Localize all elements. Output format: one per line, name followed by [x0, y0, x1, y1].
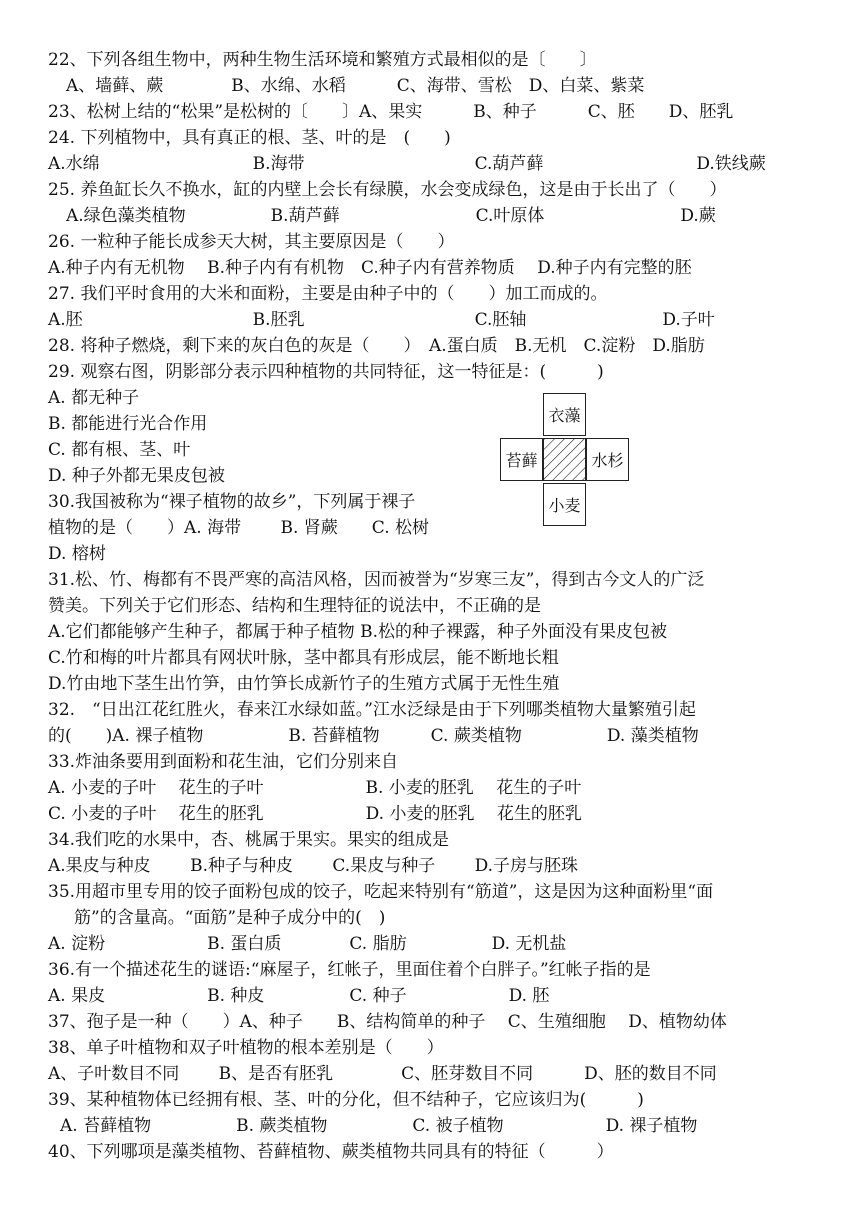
text-line: A.它们都能够产生种子，都属于种子植物 B.松的种子裸露，种子外面没有果皮包被 [48, 622, 667, 642]
text-line: 30.我国被称为“裸子植物的故乡”，下列属于裸子 [48, 492, 416, 512]
text-line: 的( )A. 裸子植物 B. 苔藓植物 C. 蕨类植物 D. 藻类植物 [48, 726, 699, 746]
text-line: 29. 观察右图，阴影部分表示四种植物的共同特征，这一特征是：( ) [48, 362, 604, 382]
text-line: 22、下列各组生物中，两种生物生活环境和繁殖方式最相似的是〔 〕 [48, 50, 597, 70]
text-line: C. 小麦的子叶 花生的胚乳 D. 小麦的胚乳 花生的胚乳 [48, 804, 582, 824]
figure-cell-left: 苔藓 [500, 438, 543, 481]
plant-venn-figure [498, 393, 634, 529]
figure-cell-right: 水杉 [586, 438, 629, 481]
text-line: 28. 将种子燃烧，剩下来的灰白色的灰是（ ） A.蛋白质 B.无机 C.淀粉 D.脂肪 [48, 336, 705, 356]
text-line: 植物的是（ ）A. 海带 B. 肾蕨 C. 松树 [48, 518, 429, 538]
text-line: A. 小麦的子叶 花生的子叶 B. 小麦的胚乳 花生的子叶 [48, 778, 582, 798]
text-line: 赞美。下列关于它们形态、结构和生理特征的说法中，不正确的是 [48, 596, 541, 616]
text-line: A、墙藓、蕨 B、水绵、水稻 C、海带、雪松 D、白菜、紫菜 [66, 76, 645, 96]
text-line: 40、下列哪项是藻类植物、苔藓植物、蕨类植物共同具有的特征（ ） [48, 1142, 614, 1162]
text-line: A. 淀粉 B. 蛋白质 C. 脂肪 D. 无机盐 [48, 934, 567, 954]
text-line: A. 果皮 B. 种皮 C. 种子 D. 胚 [48, 986, 550, 1006]
text-line: D. 种子外都无果皮包被 [48, 466, 225, 486]
text-line: 34.我们吃的水果中，杏、桃属于果实。果实的组成是 [48, 830, 450, 850]
figure-cell-top: 衣藻 [543, 393, 586, 436]
text-line: 38、单子叶植物和双子叶植物的根本差别是（ ） [48, 1038, 444, 1058]
text-line: A.胚 B.胚乳 C.胚轴 D.子叶 [48, 310, 715, 330]
text-line: 24. 下列植物中，具有真正的根、茎、叶的是 ( ) [48, 128, 451, 148]
text-line: C.竹和梅的叶片都具有网状叶脉，茎中都具有形成层，能不断地长粗 [48, 648, 559, 668]
text-line: 27. 我们平时食用的大米和面粉，主要是由种子中的（ ）加工而成的。 [48, 284, 608, 304]
text-line: 36.有一个描述花生的谜语:“麻屋子，红帐子，里面住着个白胖子。”红帐子指的是 [48, 960, 651, 980]
figure-shaded-center [543, 438, 586, 481]
text-line: D. 榕树 [48, 544, 106, 564]
text-line: 37、孢子是一种（ ）A、种子 B、结构简单的种子 C、生殖细胞 D、植物幼体 [48, 1012, 727, 1032]
figure-cell-bottom: 小麦 [543, 483, 586, 526]
text-line: A.种子内有无机物 B.种子内有有机物 C.种子内有营养物质 D.种子内有完整的胚 [48, 258, 692, 278]
text-line: D.竹由地下茎生出竹笋，由竹笋长成新竹子的生殖方式属于无性生殖 [48, 674, 560, 694]
text-line: C. 都有根、茎、叶 [48, 440, 191, 460]
text-line: A.水绵 B.海带 C.葫芦藓 D.铁线蕨 [48, 154, 766, 174]
text-line: 25. 养鱼缸长久不换水，缸的内壁上会长有绿膜，水会变成绿色，这是由于长出了（ ） [48, 180, 727, 200]
text-line: A.果皮与种皮 B.种子与种皮 C.果皮与种子 D.子房与胚珠 [48, 856, 579, 876]
text-line: 31.松、竹、梅都有不畏严寒的高洁风格，因而被誉为“岁寒三友”，得到古今文人的广泛 [48, 570, 705, 590]
text-line: A. 苔藓植物 B. 蕨类植物 C. 被子植物 D. 裸子植物 [60, 1116, 698, 1136]
text-line: 33.炸油条要用到面粉和花生油，它们分别来自 [48, 752, 399, 772]
hatch-pattern-icon [544, 439, 585, 480]
text-line: 26. 一粒种子能长成参天大树，其主要原因是（ ） [48, 232, 455, 252]
text-line: B. 都能进行光合作用 [48, 414, 208, 434]
text-line: 35.用超市里专用的饺子面粉包成的饺子，吃起来特别有“筋道”，这是因为这种面粉里“面 [48, 882, 714, 902]
text-line: A.绿色藻类植物 B.葫芦藓 C.叶原体 D.蕨 [66, 206, 716, 226]
text-line: 39、某种植物体已经拥有根、茎、叶的分化，但不结种子，它应该归为( ) [48, 1090, 644, 1110]
text-line: 32. “日出江花红胜火，春来江水绿如蓝。”江水泛绿是由于下列哪类植物大量繁殖引起 [48, 700, 696, 720]
text-line: A. 都无种子 [48, 388, 140, 408]
text-line: 23、松树上结的“松果”是松树的〔 〕A、果实 B、种子 C、胚 D、胚乳 [48, 102, 734, 122]
text-line: 筋”的含量高。“面筋”是种子成分中的( ) [74, 908, 386, 928]
text-line: A、子叶数目不同 B、是否有胚乳 C、胚芽数目不同 D、胚的数目不同 [48, 1064, 717, 1084]
